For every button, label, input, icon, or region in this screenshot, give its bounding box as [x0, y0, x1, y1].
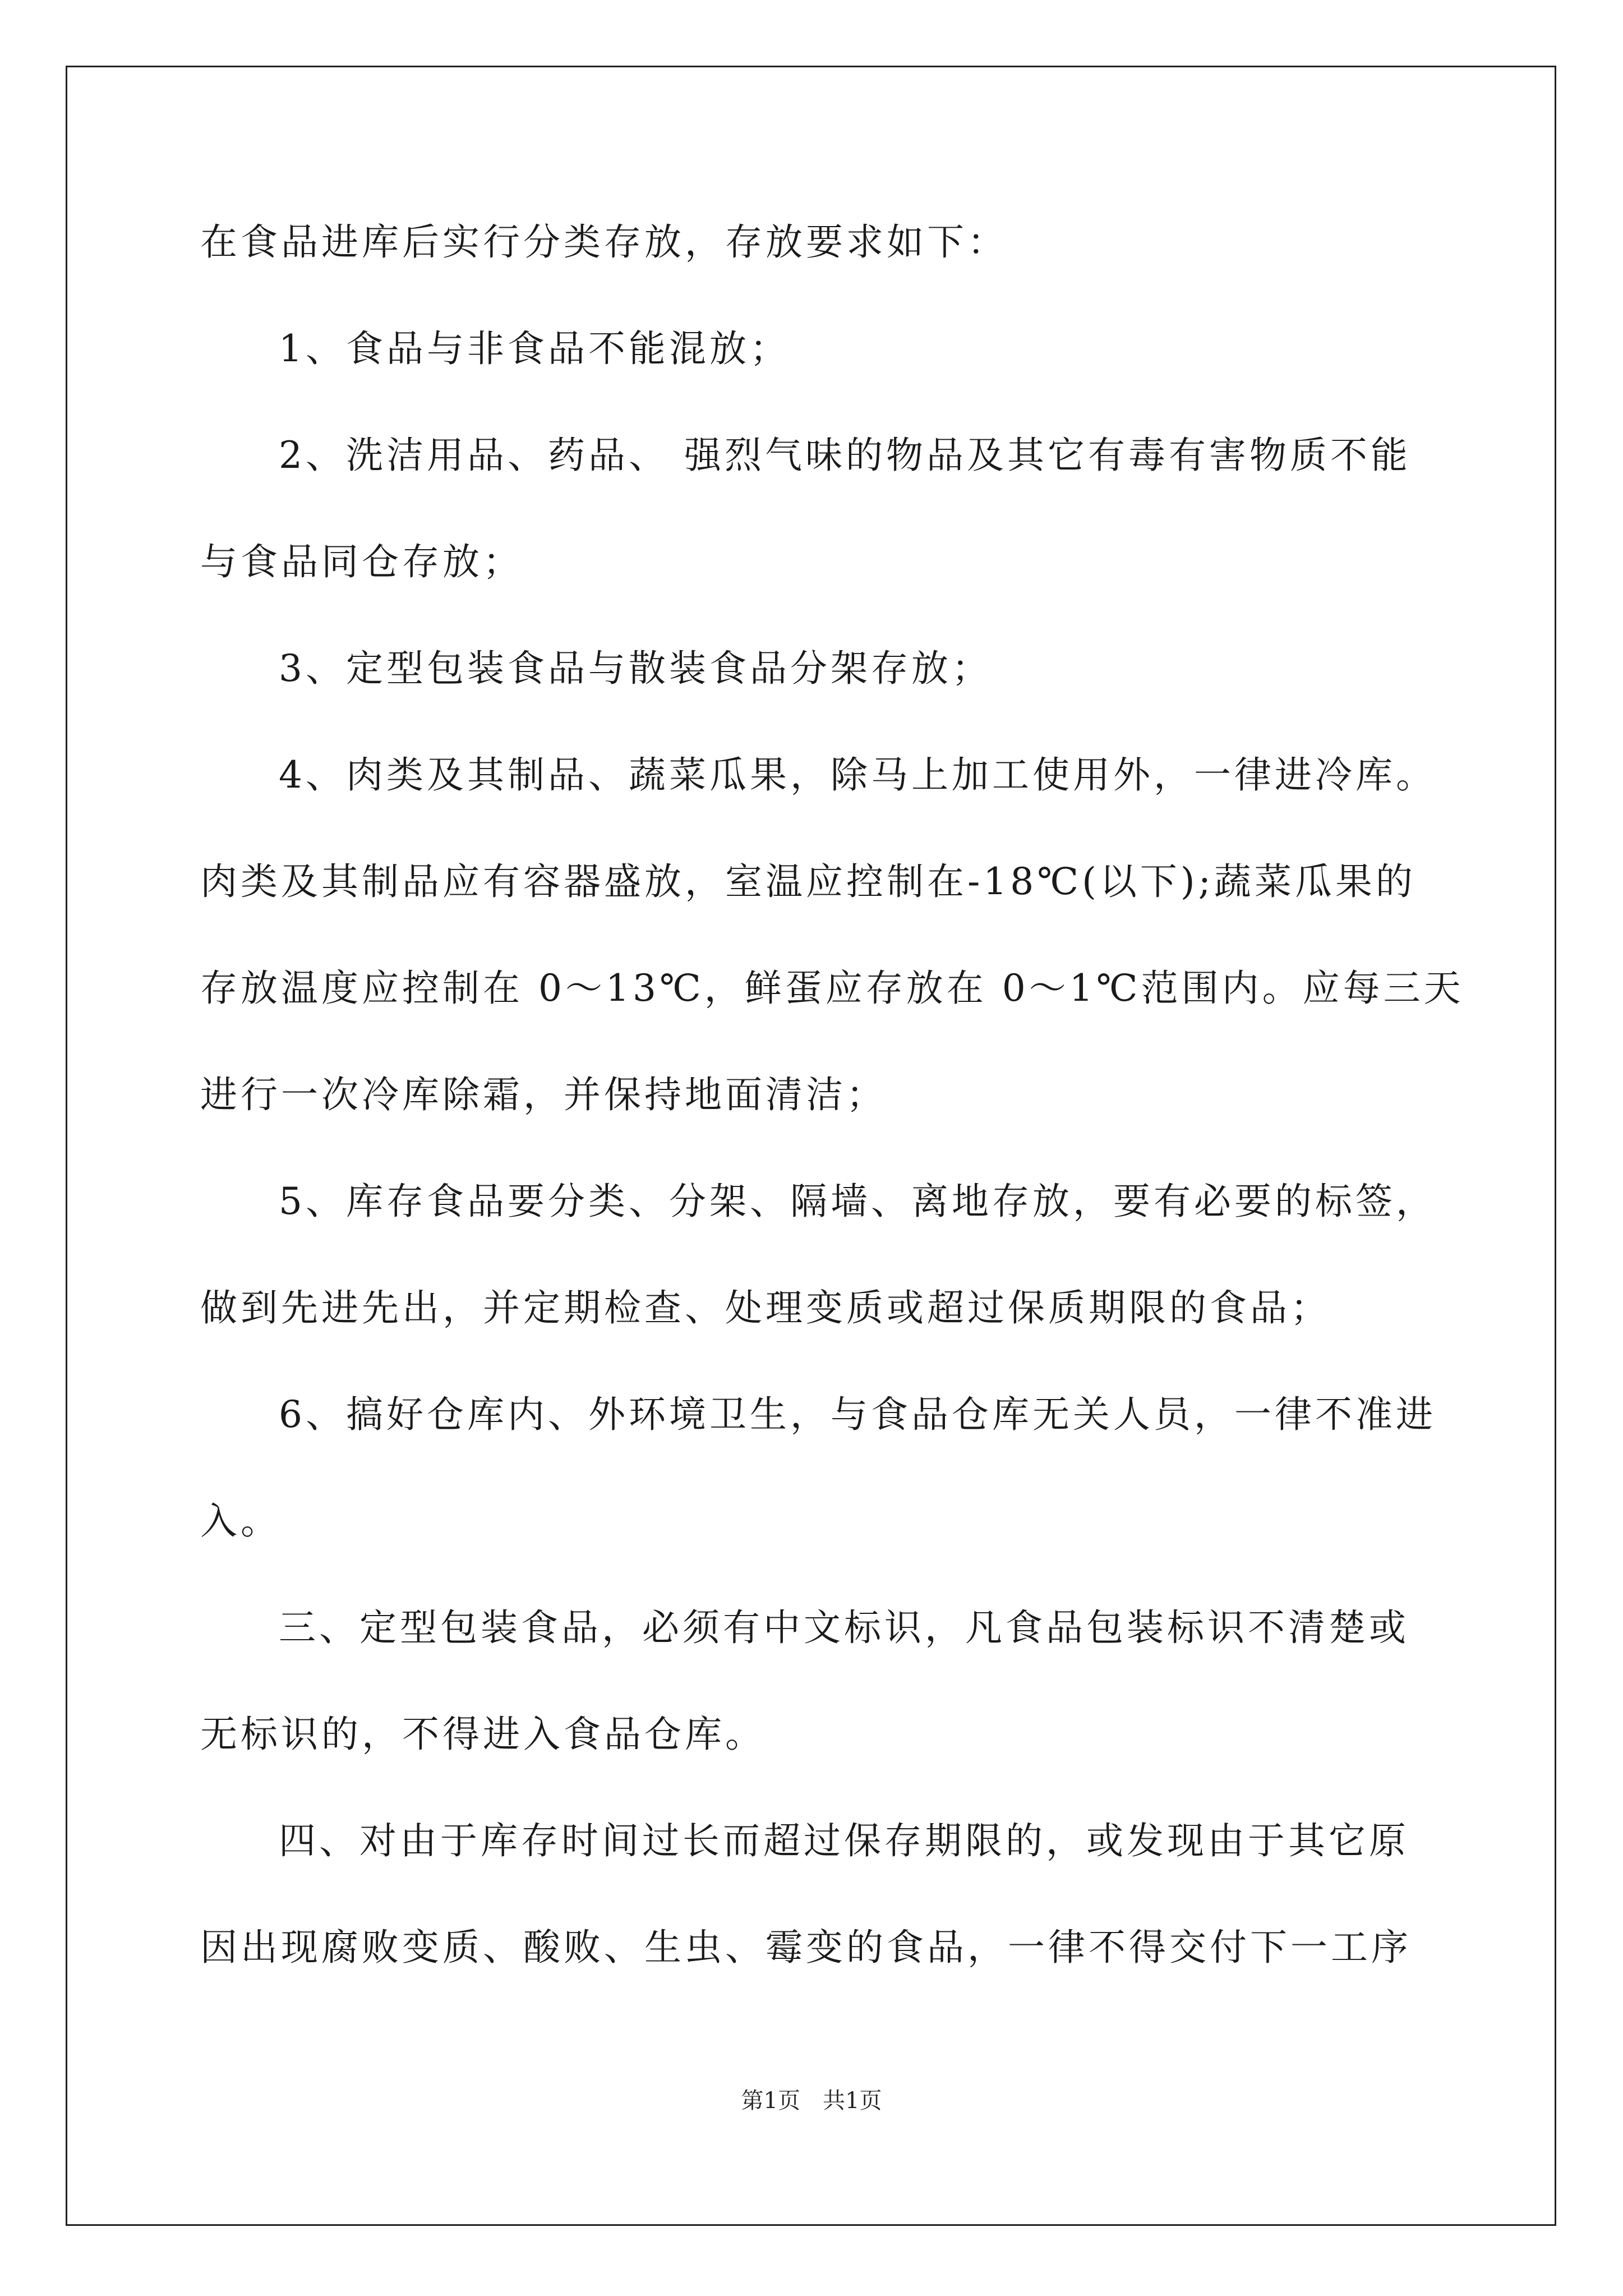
text-line: 入。 — [200, 1499, 281, 1543]
text-line: 进行一次冷库除霜，并保持地面清洁； — [200, 1073, 887, 1116]
text-line: 3、定型包装食品与散装食品分架存放； — [279, 647, 992, 690]
text-line: 1、食品与非食品不能混放； — [279, 327, 790, 370]
text-line: 存放温度应控制在 0～13℃，鲜蛋应存放在 0～1℃范围内。应每三天 — [200, 967, 1464, 1010]
text-line: 四、对由于库存时间过长而超过保存期限的，或发现由于其它原 — [279, 1819, 1409, 1862]
text-line: 4、肉类及其制品、蔬菜瓜果，除马上加工使用外，一律进冷库。 — [279, 753, 1436, 797]
text-line: 因出现腐败变质、酸败、生虫、霉变的食品，一律不得交付下一工序 — [200, 1926, 1412, 1969]
text-line: 三、定型包装食品，必须有中文标识，凡食品包装标识不清楚或 — [279, 1606, 1409, 1649]
text-line: 6、搞好仓库内、外环境卫生，与食品仓库无关人员，一律不准进 — [279, 1393, 1436, 1436]
text-line: 无标识的，不得进入食品仓库。 — [200, 1713, 766, 1756]
page-border — [66, 66, 1556, 2226]
text-line: 与食品同仓存放； — [200, 540, 523, 583]
text-line: 5、库存食品要分类、分架、隔墙、离地存放，要有必要的标签， — [279, 1180, 1436, 1223]
text-line: 肉类及其制品应有容器盛放，室温应控制在-18℃(以下);蔬菜瓜果的 — [200, 860, 1416, 903]
text-line: 2、洗洁用品、药品、 强烈气味的物品及其它有毒有害物质不能 — [279, 434, 1411, 477]
page-footer: 第1页 共1页 — [741, 2088, 882, 2114]
text-line: 做到先进先出，并定期检查、处理变质或超过保质期限的食品； — [200, 1286, 1331, 1329]
text-line: 在食品进库后实行分类存放，存放要求如下： — [200, 220, 1008, 264]
